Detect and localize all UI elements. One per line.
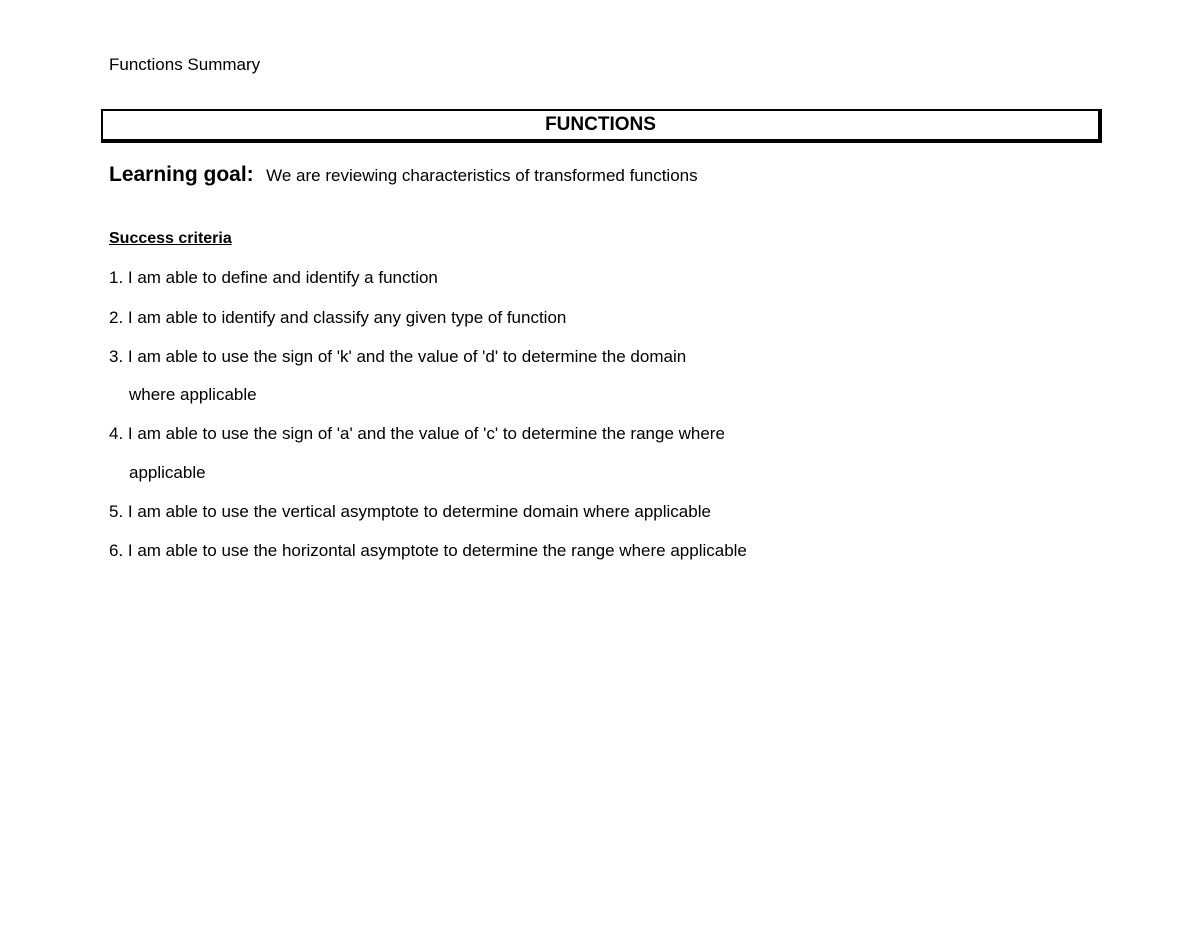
page-title: FUNCTIONS — [545, 114, 656, 135]
criterion-5: 5. I am able to use the vertical asymptote to determine domain where applicable — [109, 502, 711, 521]
criterion-3-continued: where applicable — [129, 385, 257, 404]
criterion-6: 6. I am able to use the horizontal asymptote to determine the range where applicable — [109, 541, 747, 560]
learning-goal-label: Learning goal: — [109, 163, 254, 186]
learning-goal-text: We are reviewing characteristics of transformed functions — [266, 166, 698, 185]
criterion-2: 2. I am able to identify and classify any given type of function — [109, 308, 567, 327]
learning-goal — [109, 162, 698, 189]
criterion-4-continued: applicable — [129, 463, 206, 482]
title-box — [101, 109, 1102, 143]
criterion-1: 1. I am able to define and identify a function — [109, 268, 438, 287]
success-criteria-heading: Success criteria — [109, 230, 232, 247]
page-header: Functions Summary — [109, 55, 261, 74]
criterion-3: 3. I am able to use the sign of 'k' and the value of 'd' to determine the domain — [109, 347, 687, 366]
criterion-4: 4. I am able to use the sign of 'a' and the value of 'c' to determine the range where — [109, 424, 725, 443]
